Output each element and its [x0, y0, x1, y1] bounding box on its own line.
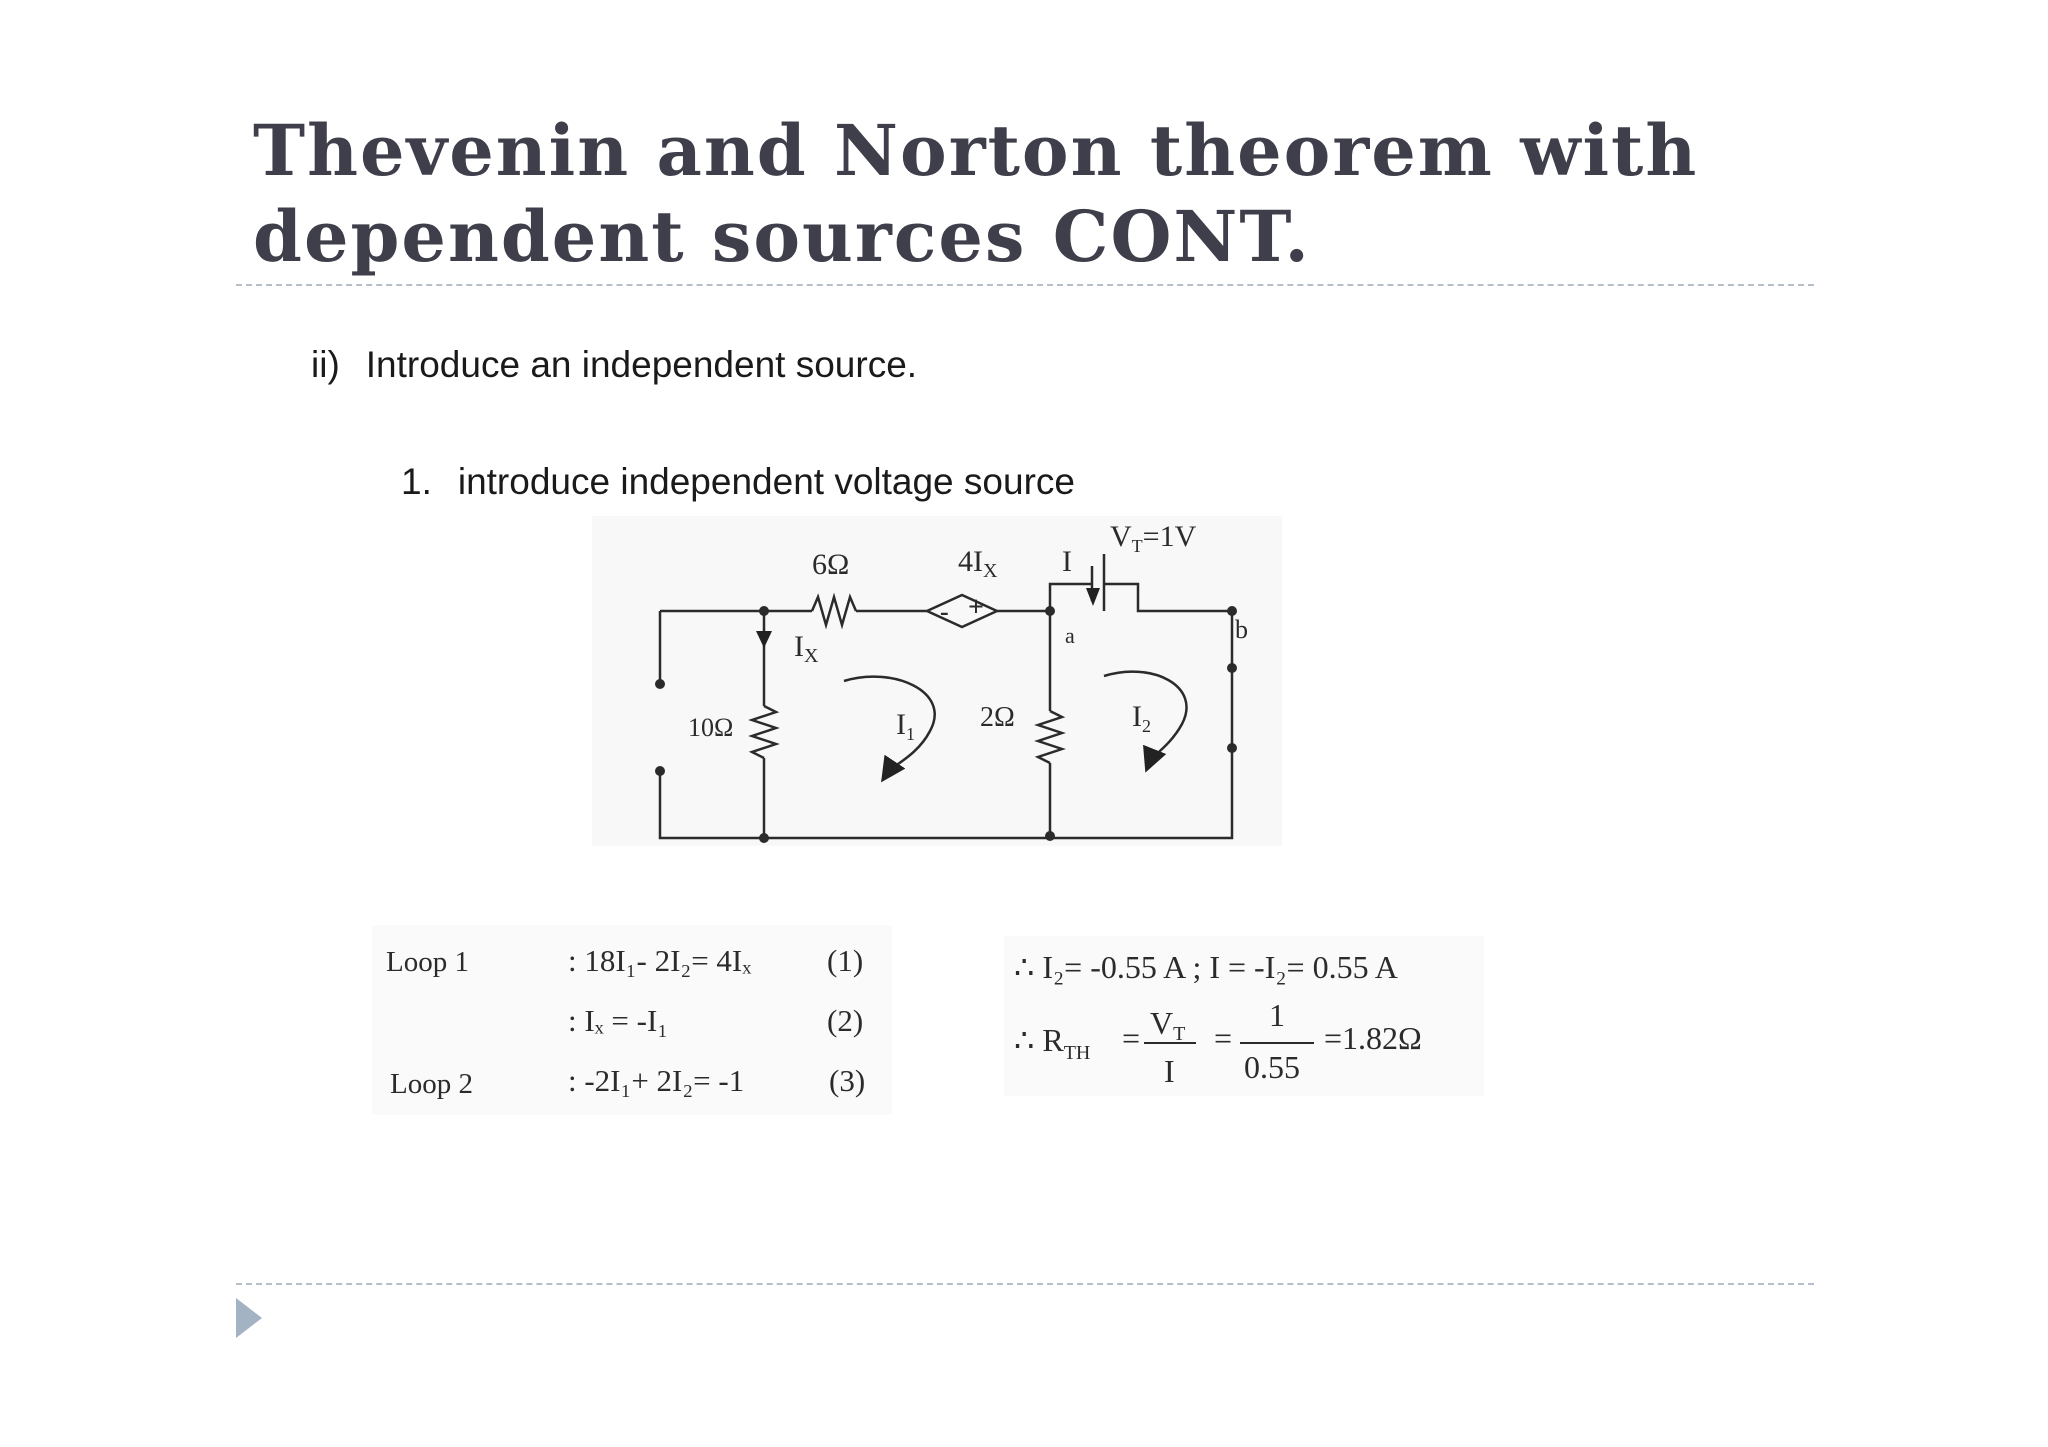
- result-equations: [1004, 936, 1484, 1096]
- result-currents: ∴ I₂= -0.55 A ; I = -I₂= 0.55 A: [1014, 949, 1398, 985]
- node-dot: [759, 606, 769, 616]
- equation-2-number: (2): [827, 1003, 864, 1038]
- result-one: 1: [1269, 997, 1285, 1033]
- label-node-b: b: [1235, 615, 1248, 644]
- label-10ohm: 10Ω: [688, 713, 734, 742]
- result-rth: ∴ $R_{TH}$: [1014, 1022, 1091, 1064]
- label-6ohm: 6Ω: [812, 548, 850, 581]
- label-node-a: a: [1065, 623, 1075, 648]
- equation-3-number: (3): [829, 1063, 866, 1098]
- equation-1: : 18I₁- 2I₂= 4Iₓ: [568, 943, 752, 978]
- result-eq-sign-2: =: [1214, 1020, 1233, 1056]
- label-loop-i2: $I_2$: [1132, 700, 1151, 736]
- label-ix: $I_X$: [794, 630, 819, 667]
- play-icon: [236, 1298, 262, 1338]
- step-number: ii): [311, 344, 340, 385]
- result-i-denominator: I: [1164, 1053, 1175, 1089]
- label-loop-i1: $I_1$: [896, 708, 915, 744]
- equation-3: : -2I₁+ 2I₂= -1: [568, 1063, 745, 1098]
- substep-number: 1.: [401, 461, 432, 502]
- label-dep-plus: +: [968, 592, 984, 623]
- node-dot: [1045, 606, 1055, 616]
- loop-equations: [372, 925, 892, 1115]
- result-final: =1.82Ω: [1324, 1020, 1422, 1056]
- loop2-label: Loop 2: [390, 1068, 473, 1100]
- node-dot: [759, 833, 769, 843]
- node-dot: [1227, 663, 1237, 673]
- step-item: [311, 344, 917, 386]
- label-dep-minus: -: [940, 597, 949, 626]
- label-test-current: I: [1062, 545, 1072, 578]
- result-eq-sign-1: =: [1122, 1020, 1141, 1056]
- footer-divider: [236, 1283, 1814, 1285]
- result-vt: VT: [1150, 1005, 1186, 1045]
- node-dot: [1227, 743, 1237, 753]
- label-test-source: $V_T=1V$: [1110, 520, 1197, 556]
- loop1-label: Loop 1: [386, 946, 469, 978]
- node-dot: [655, 766, 665, 776]
- title-divider: [236, 284, 1814, 286]
- node-dot: [1045, 831, 1055, 841]
- page-title: Thevenin and Norton theorem with dependent sources CONT.: [253, 109, 1699, 278]
- label-2ohm: 2Ω: [980, 702, 1015, 733]
- equation-2: : Iₓ = -I₁: [568, 1003, 669, 1038]
- label-dep-source: $4I_X$: [958, 545, 998, 582]
- equation-1-number: (1): [827, 943, 864, 978]
- substep-text: introduce independent voltage source: [457, 461, 1075, 502]
- circuit-diagram: [592, 516, 1282, 846]
- result-denominator: 0.55: [1244, 1049, 1300, 1085]
- node-dot: [655, 679, 665, 689]
- step-text: Introduce an independent source.: [365, 344, 918, 385]
- substep-item: [401, 461, 1075, 503]
